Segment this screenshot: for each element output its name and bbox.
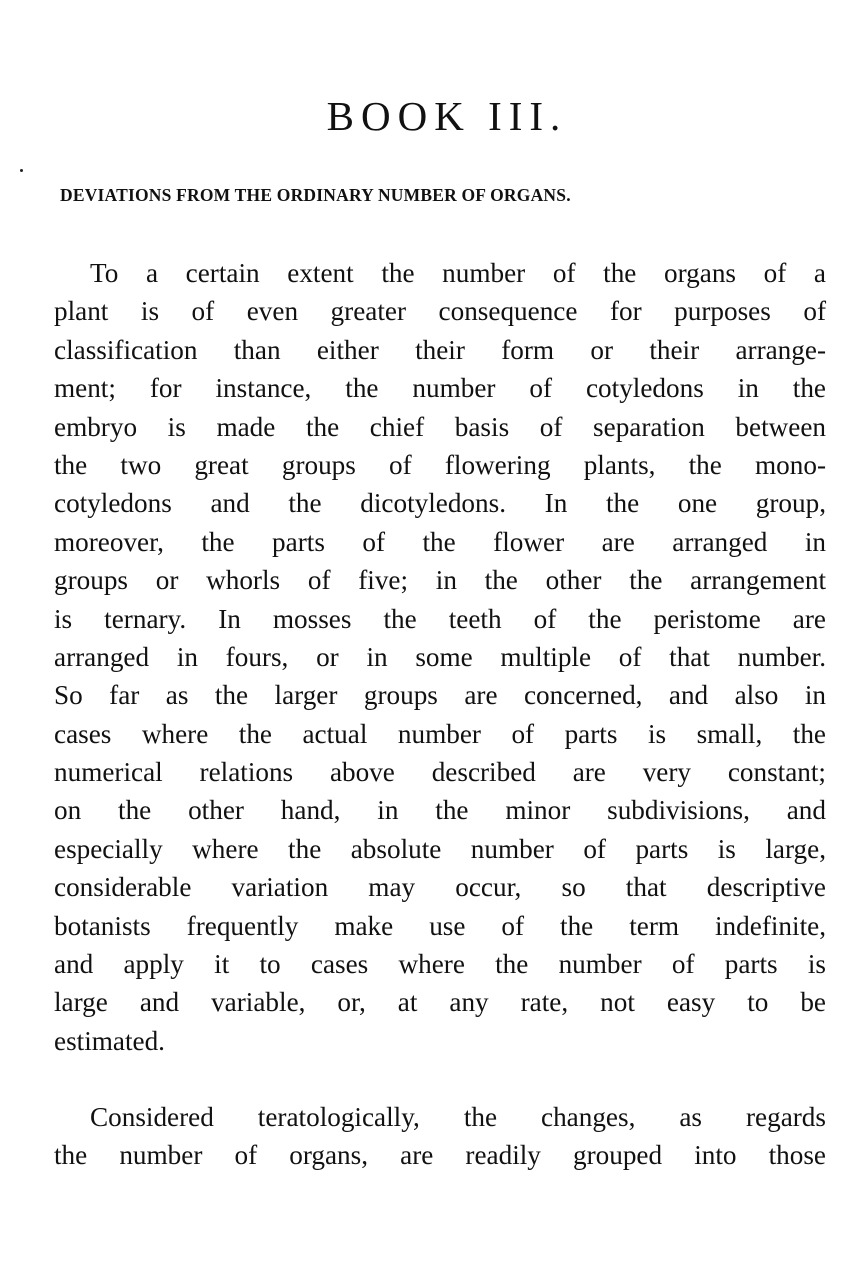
text-line: on the other hand, in the minor subdivisions, and [54,795,826,826]
chapter-heading: DEVIATIONS FROM THE ORDINARY NUMBER OF ORGANS. [60,185,571,205]
text-line: numerical relations above described are very constant; [54,757,826,788]
text-line: So far as the larger groups are concerned, and also in [54,680,826,711]
text-line: the two great groups of flowering plants, the mono- [54,449,826,480]
text-line: moreover, the parts of the flower are arranged in [54,526,826,557]
text-line: considerable variation may occur, so that descriptive [54,872,826,903]
text-line: the number of organs, are readily grouped into those [54,1140,826,1171]
paragraph-1 [54,254,826,1060]
text-line: is ternary. In mosses the teeth of the peristome are [54,603,826,634]
book-title: BOOK III. [326,93,568,139]
text-line: classification than either their form or their arrange- [54,334,826,365]
text-line: large and variable, or, at any rate, not easy to be [54,987,826,1018]
text-line: ment; for instance, the number of cotyledons in the [54,373,826,404]
text-line: plant is of even greater consequence for purposes of [54,296,826,327]
text-line: embryo is made the chief basis of separation between [54,411,826,442]
text-line: groups or whorls of five; in the other the arrangement [54,565,826,596]
text-line: Considered teratologically, the changes, as regards [90,1102,826,1132]
stray-ink-mark [20,169,23,172]
paragraph-2 [54,1098,826,1175]
text-line: especially where the absolute number of parts is large, [54,833,826,864]
text-line: botanists frequently make use of the term indefinite, [54,910,826,941]
text-line: cases where the actual number of parts is small, the [54,718,826,749]
text-line: To a certain extent the number of the organs of a [90,258,826,288]
text-line: cotyledons and the dicotyledons. In the one group, [54,488,826,519]
text-line: arranged in fours, or in some multiple of that number. [54,641,826,672]
text-line: estimated. [54,1025,165,1056]
text-line: and apply it to cases where the number of parts is [54,949,826,980]
